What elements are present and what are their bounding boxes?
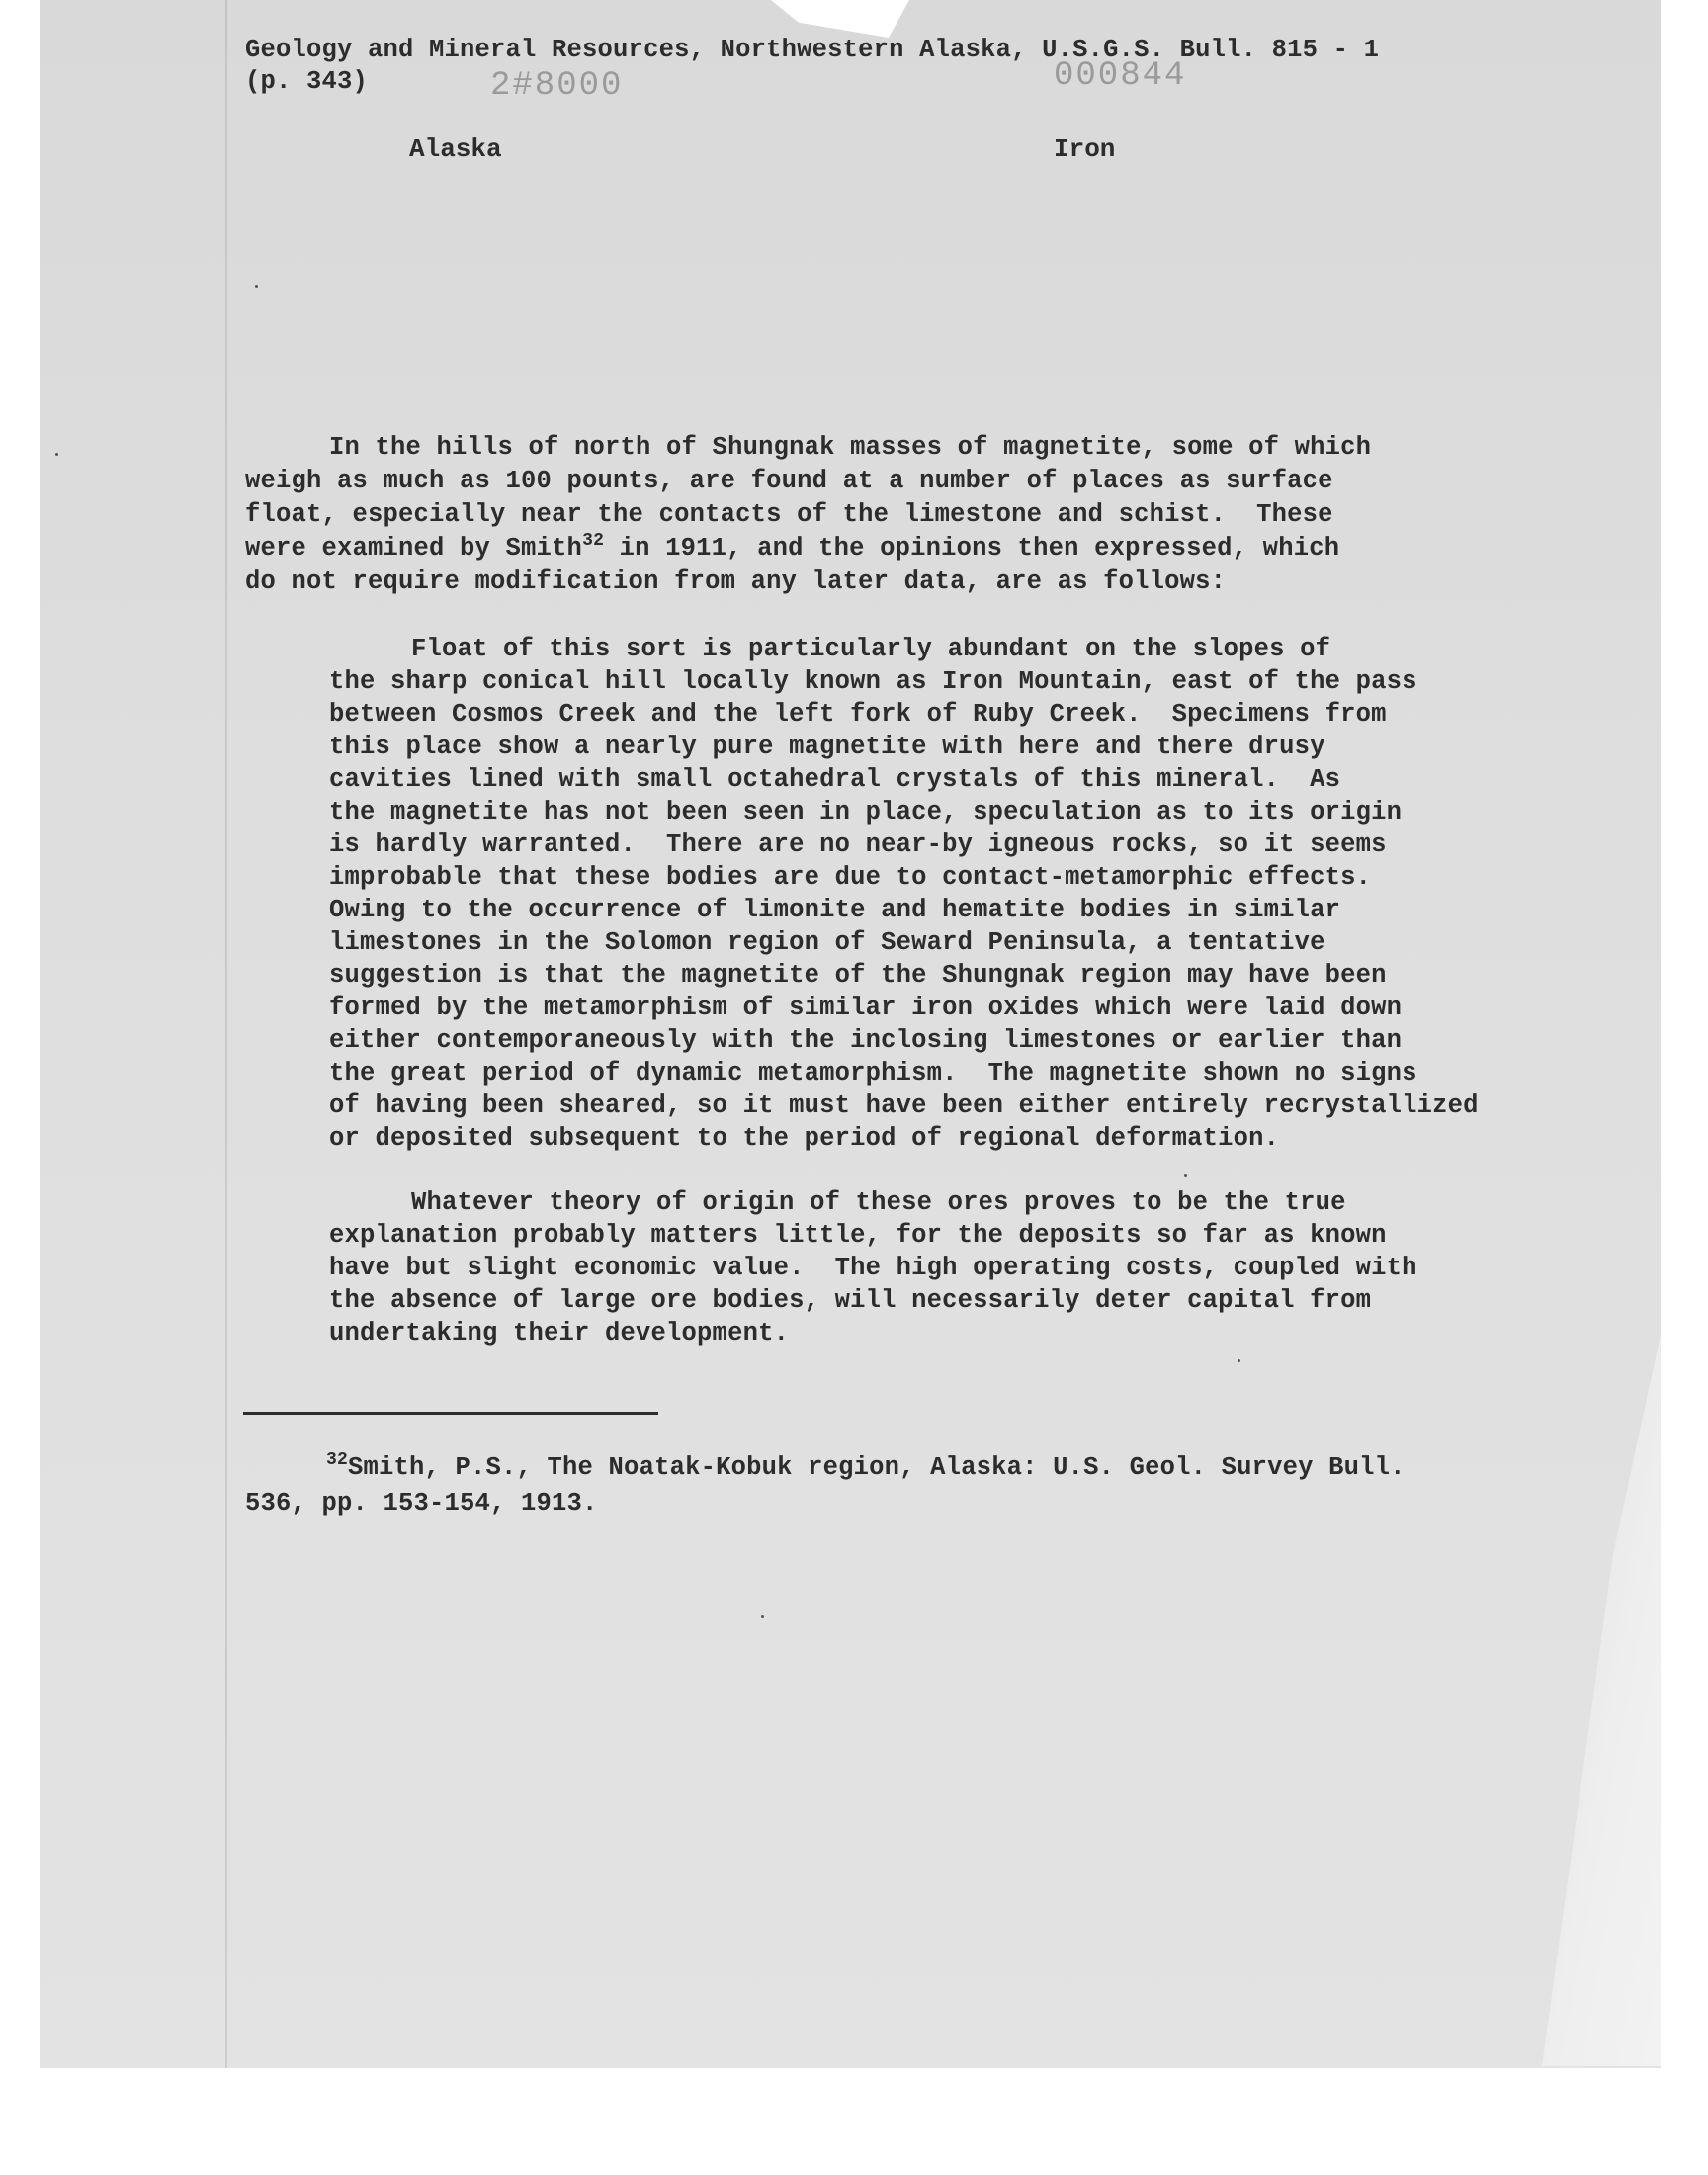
- conclusion-line: have but slight economic value. The high operating costs, coupled with: [329, 1254, 1417, 1282]
- heading-location: Alaska: [409, 134, 502, 164]
- conclusion-line: Whatever theory of origin of these ores proves to be the true: [411, 1188, 1346, 1217]
- quote-line: formed by the metamorphism of similar iron oxides which were laid down: [329, 994, 1403, 1022]
- page-fold-line: [225, 0, 227, 2068]
- quote-line: suggestion is that the magnetite of the Shungnak region may have been: [329, 961, 1387, 990]
- conclusion-line: the absence of large ore bodies, will necessarily deter capital from: [329, 1286, 1372, 1315]
- intro-line: float, especially near the contacts of the limestone and schist. These: [245, 500, 1333, 529]
- stamp-number-right: 000844: [1054, 57, 1187, 95]
- quote-line: either contemporaneously with the inclosing limestones or earlier than: [329, 1026, 1403, 1055]
- header-page-ref: (p. 343): [245, 67, 369, 96]
- scan-speck: [1238, 1359, 1240, 1362]
- footnote-reference: 32: [582, 531, 605, 551]
- intro-line-part: in 1911, and the opinions then expressed, which: [604, 534, 1340, 563]
- quote-line: is hardly warranted. There are no near-by igneous rocks, so it seems: [329, 830, 1387, 859]
- torn-edge: [771, 0, 909, 38]
- quote-line: this place show a nearly pure magnetite with here and there drusy: [329, 733, 1325, 761]
- intro-line: weigh as much as 100 pounts, are found at a number of places as surface: [245, 467, 1333, 495]
- footnote-line: 536, pp. 153-154, 1913.: [245, 1489, 598, 1518]
- stamp-number-left: 2#8000: [490, 67, 624, 105]
- quote-line: cavities lined with small octahedral crystals of this mineral. As: [329, 765, 1341, 794]
- intro-line-part: were examined by Smith: [245, 534, 583, 563]
- quote-line: the magnetite has not been seen in place, speculation as to its origin: [329, 798, 1403, 826]
- quote-line: between Cosmos Creek and the left fork of Ruby Creek. Specimens from: [329, 700, 1387, 729]
- quote-line: or deposited subsequent to the period of regional deformation.: [329, 1124, 1280, 1153]
- intro-line: In the hills of north of Shungnak masses of magnetite, some of which: [329, 433, 1372, 462]
- conclusion-line: explanation probably matters little, for the deposits so far as known: [329, 1221, 1387, 1250]
- quote-line: limestones in the Solomon region of Seward Peninsula, a tentative: [329, 928, 1325, 957]
- scan-speck: [255, 285, 258, 288]
- header-citation: Geology and Mineral Resources, Northwestern Alaska, U.S.G.S. Bull. 815 - 1: [245, 36, 1380, 64]
- quote-line: the great period of dynamic metamorphism. The magnetite shown no signs: [329, 1059, 1417, 1088]
- quote-line: Float of this sort is particularly abundant on the slopes of: [411, 635, 1331, 663]
- scan-speck: [55, 453, 58, 456]
- curled-corner: [1542, 1335, 1661, 2066]
- conclusion-line: undertaking their development.: [329, 1319, 790, 1348]
- footnote-mark: 32: [326, 1450, 349, 1470]
- scan-speck: [1184, 1174, 1187, 1177]
- quote-line: improbable that these bodies are due to contact-metamorphic effects.: [329, 863, 1372, 892]
- heading-commodity: Iron: [1054, 134, 1116, 164]
- intro-line: [245, 532, 1339, 567]
- footnote-line: [326, 1451, 1406, 1487]
- footnote-divider: [243, 1412, 658, 1415]
- intro-line: do not require modification from any later data, are as follows:: [245, 567, 1227, 596]
- quote-line: Owing to the occurrence of limonite and hematite bodies in similar: [329, 896, 1341, 924]
- footnote-text: Smith, P.S., The Noatak-Kobuk region, Alaska: U.S. Geol. Survey Bull.: [348, 1453, 1406, 1482]
- quote-line: the sharp conical hill locally known as Iron Mountain, east of the pass: [329, 667, 1417, 696]
- quote-line: of having been sheared, so it must have been either entirely recrystallized: [329, 1091, 1479, 1120]
- scan-speck: [761, 1615, 764, 1618]
